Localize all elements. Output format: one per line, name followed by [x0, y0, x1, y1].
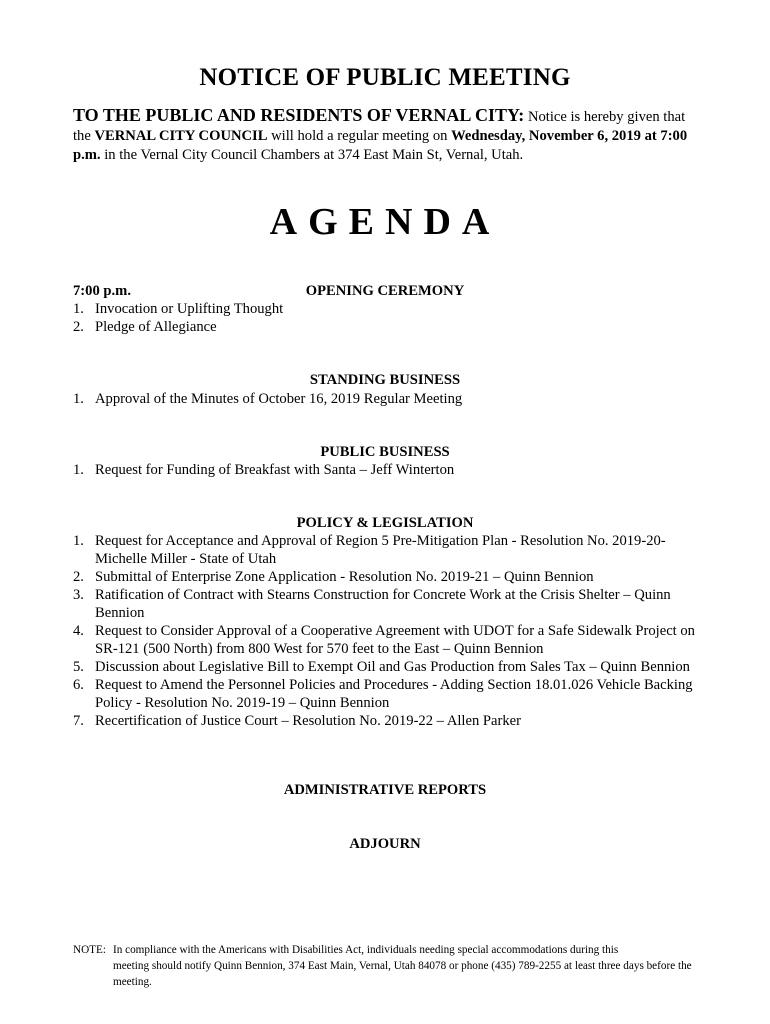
- opening-ceremony-list: [73, 300, 703, 336]
- list-item: [73, 568, 703, 586]
- meeting-datetime: Wednesday, November 6, 2019 at 7:00 p.m.: [73, 128, 688, 163]
- document-title: NOTICE OF PUBLIC MEETING: [199, 64, 571, 91]
- item-number: 6.: [73, 677, 84, 693]
- item-number: 7.: [73, 713, 84, 729]
- item-text: Request for Acceptance and Approval of Region 5 Pre-Mitigation Plan - Resolution No. 2019-20- Michelle Miller - State of Utah: [95, 533, 666, 567]
- council-name: VERNAL CITY COUNCIL: [94, 128, 268, 144]
- item-text: Discussion about Legislative Bill to Exempt Oil and Gas Production from Sales Tax – Quinn Bennion: [95, 659, 690, 675]
- item-number: 2.: [73, 569, 84, 585]
- item-text: Request to Consider Approval of a Cooperative Agreement with UDOT for a Safe Sidewalk Project on SR-121 (500 North) from 800 West for 570 feet to the East – Quinn Bennion: [95, 623, 695, 657]
- list-item: [73, 586, 703, 622]
- item-number: 1.: [73, 533, 84, 549]
- notice-text-1: Notice is hereby given that the: [73, 109, 686, 144]
- public-business-heading: PUBLIC BUSINESS: [320, 444, 450, 460]
- item-number: 2.: [73, 319, 84, 335]
- item-number: 5.: [73, 659, 84, 675]
- list-item: [73, 390, 703, 408]
- policy-legislation-heading: POLICY & LEGISLATION: [296, 515, 474, 531]
- note-label: NOTE:: [73, 944, 106, 956]
- note-line-1: In compliance with the Americans with Disabilities Act, individuals needing special accommodations during this: [113, 944, 619, 956]
- meeting-notice-paragraph: [73, 106, 703, 165]
- list-item: [73, 676, 703, 712]
- opening-ceremony-heading: OPENING CEREMONY: [305, 283, 465, 299]
- list-item: [73, 712, 703, 730]
- agenda-heading: AGENDA: [269, 201, 501, 243]
- notice-text-2: will hold a regular meeting on: [267, 128, 452, 144]
- item-text: Recertification of Justice Court – Resolution No. 2019-22 – Allen Parker: [95, 713, 521, 729]
- item-text: Invocation or Uplifting Thought: [95, 301, 284, 317]
- standing-business-list: [73, 390, 703, 408]
- item-text: Request to Amend the Personnel Policies and Procedures - Adding Section 18.01.026 Vehicle Backing Policy - Resolution No. 2019-19 – Quinn Bennion: [95, 677, 693, 711]
- notice-text-3: in the Vernal City Council Chambers at 374 East Main St, Vernal, Utah.: [100, 147, 524, 163]
- list-item: [73, 318, 703, 336]
- item-text: Submittal of Enterprise Zone Application - Resolution No. 2019-21 – Quinn Bennion: [95, 569, 594, 585]
- list-item: [73, 658, 703, 676]
- item-text: Request for Funding of Breakfast with Santa – Jeff Winterton: [95, 462, 455, 478]
- list-item: [73, 532, 703, 568]
- ada-note: [73, 942, 698, 990]
- list-item: [73, 461, 703, 479]
- opening-time: 7:00 p.m.: [73, 283, 131, 299]
- public-business-list: [73, 461, 703, 479]
- notice-lead: TO THE PUBLIC AND RESIDENTS OF VERNAL CITY:: [73, 105, 525, 125]
- list-item: [73, 300, 703, 318]
- item-text: Approval of the Minutes of October 16, 2019 Regular Meeting: [95, 391, 463, 407]
- adjourn-heading: ADJOURN: [349, 836, 421, 852]
- note-line-rest: meeting should notify Quinn Bennion, 374 East Main, Vernal, Utah 84078 or phone (435) 789-2255 at least three days before the meeting.: [113, 960, 692, 988]
- item-number: 1.: [73, 391, 84, 407]
- administrative-reports-heading: ADMINISTRATIVE REPORTS: [283, 782, 487, 798]
- item-number: 4.: [73, 623, 84, 639]
- item-number: 1.: [73, 301, 84, 317]
- item-text: Pledge of Allegiance: [95, 319, 217, 335]
- item-text: Ratification of Contract with Stearns Construction for Concrete Work at the Crisis Shelter – Quinn Bennion: [95, 587, 671, 621]
- standing-business-heading: STANDING BUSINESS: [309, 372, 461, 388]
- item-number: 1.: [73, 462, 84, 478]
- policy-legislation-list: [73, 532, 703, 730]
- list-item: [73, 622, 703, 658]
- item-number: 3.: [73, 587, 84, 603]
